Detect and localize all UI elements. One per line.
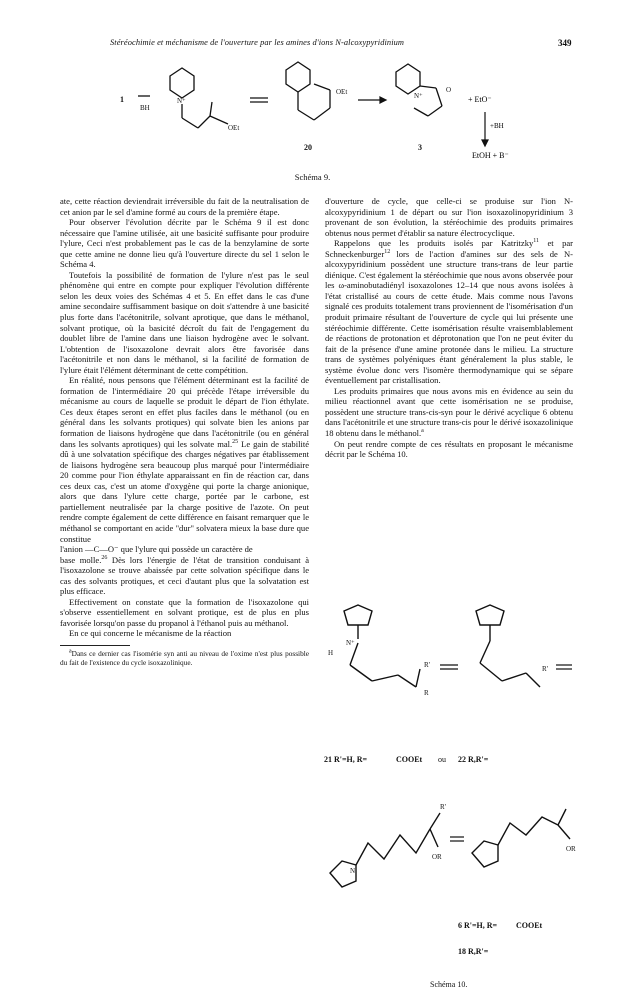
scheme10-dienamine-left [330,803,446,887]
n-left: N [350,867,356,875]
left-paragraph [60,555,309,597]
text-run: que l'ylure qui possède un caractère de [118,544,253,555]
label-ou: ou [438,755,446,764]
r-21: R [424,689,429,697]
n-plus-1: N⁺ [177,97,186,105]
anion-fragment: C—O⁻ [93,544,119,555]
h-21: H [328,649,334,657]
scheme10-structure-21b [476,605,548,687]
reference-mark: 26 [101,554,108,561]
text-run: l'anion — [60,544,94,555]
label-21-group: COOEt [396,755,423,764]
footnote-rule [60,645,130,646]
right-paragraph: d'ouverture de cycle, que celle-ci se produise sur l'ion N-alcoxypyridinium 1 de départ ou sur l'ion isoxazolinopyridinium 3 provenant de son évolution, la stéréochimie des produits primaires obtenus nous permet d'établir sa nature électrocyclique. [325,196,573,238]
equilibrium-arrow-10a [440,665,458,669]
running-header [0,38,625,52]
left-paragraph: Pour observer l'évolution décrite par le Schéma 9 il est donc nécessaire que l'amine utilisée, ait une basicité suffisante pour produire l'ylure, Ceci n'est probablement pas le cas de la benzylamine de sorte que cette amine ne donne lieu qu'à l'ouverture directe du sel 1 selon le Schéma 4. [60,217,309,270]
right-column [325,196,573,460]
label-6: 6 R'=H, R= [458,921,498,930]
rprime-left: R' [440,803,446,811]
running-title: Stéréochimie et méchanisme de l'ouverture par les amines d'ions N-alcoxypyridinium [110,38,405,47]
label-bh: BH [140,104,150,112]
footnote-text: Dans ce dernier cas l'isomérie syn anti au niveau de l'oxime n'est plus possible du fait de l'existence du cycle isoxazolinique. [60,648,309,667]
oet-1: OEt [228,124,240,132]
left-paragraph: Toutefois la possibilité de formation de l'ylure n'est pas le seul phénomène qui entre en compte pour expliquer l'évolution différente selon les deux voies des Schémas 4 et 5. En effet dans le cas d'une amine secondaire suffisamment basique on doit s'attendre à une basicité plus forte dans l'acétonitrile, solvant aprotique, que dans le méthanol, solvant protique, où la basicité décroît du fait de l'engagement du doublet libre de l'amine dans une liaison hydrogène avec le solvant. L'obtention de l'isoxazolone devrait alors être favorisée dans l'acétonitrile et non dans le méthanol, si la facilité de formation de l'ylure était l'élément déterminant de cette compétition. [60,269,309,375]
scheme10-structure-21 [328,605,430,697]
scheme-10-caption: Schéma 10. [430,980,468,989]
scheme-9-caption: Schéma 9. [294,172,331,182]
reference-mark: 12 [384,248,391,255]
scheme-10-figure [320,603,580,983]
text-run: lors de l'action d'amines sur des sels de N-alcoxypyridinium possèdent une structure trans-trans de leur partie diénique. C'est également la stéréochimie que nous avons observée pour les ω-aminobutadiényl isoxazolones 12–14 que nous avons isolées à l'état cristallisé au cours de cette étude. Mais comme nous l'avons signalé ces produits totalement trans proviennent de l'isomérisation d'un produit primaire résultant de l'ouverture de cycle qui lui présente une stéréochimie différente. Cette isomérisation résulte vraisemblablement de réactions de protonation et déprotonation que l'on ne peut éviter du fait de la présence d'une amine protonée dans le milieu. La structure trans de systèmes polyéniques étant généralement la plus stable, le système évolue donc vers l'isomère thermodynamique qui se sépare éventuellement par cristallisation. [325,248,573,386]
reference-mark: 25 [232,438,239,445]
rprime-21: R' [424,661,430,669]
label-6-group: COOEt [516,921,543,930]
text-run: base molle. [60,554,102,565]
label-1: 1 [120,95,124,104]
left-paragraph: Effectivement on constate que la formation de l'isoxazolone qui s'observe essentiellement en solvant protique, est de plus en plus favorisée lorsqu'on passe du propanol à l'éthanol puis au méthanol. [60,596,309,628]
etoh: EtOH + B⁻ [472,151,509,160]
text-run: Dès lors l'énergie de l'état de transition conduisant à l'isoxazolone se trouve abaissée par cette solvation spécifique dans le cas des solvants protiques, et ceci d'autant plus que la solvatation est plus efficace. [60,554,309,597]
left-paragraph: En ce qui concerne le mécanisme de la réaction [69,628,232,639]
reference-mark: a [421,428,424,435]
left-column [60,196,309,667]
n-plus-21: N⁺ [346,639,355,647]
text-run: En réalité, nous pensons que l'élément déterminant est la facilité de formation de l'intermédiaire 20 qui précède l'étape irréversible du mécanisme au cours de laquelle se produit le départ de l'ion éthylate. Ces deux étapes seront en effet plus faciles dans le méthanol (ou en général dans les solvants protiques) qui solvate bien les anions par formation de liaisons hydrogène que dans l'acétonitrile (ou en général dans les solvants aprotiques) qui les solvate mal. [60,375,309,449]
equilibrium-arrow-10c [450,837,464,841]
rprime-21b: R' [542,665,548,673]
anion-line [60,544,309,555]
scheme9-product [396,64,451,152]
text-run: Le gain de stabilité dû à une solvatation spécifique des charges négatives par établissement de liaisons hydrogène sera beaucoup plus marqué pour l'intermédiaire 20 comme pour l'ion éthylate apparaissant en fin de réaction car, dans ces deux cas, c'est un atome d'oxygène qui porte la charge anionique, alors que dans l'ylure cette charge, portée par le carbone, est partiellement neutralisée par la charge positive de l'azote. On peut rendre compte également de cette différence en faisant remarquer que le méthanol se comportant en acide "dur" solvatera mieux la base dure que constitue [60,438,309,544]
reference-mark: 11 [533,238,540,245]
n-plus-3: N⁺ [414,92,423,100]
ethoxide: + EtO⁻ [468,95,492,104]
text-run: Rappelons que les produits isolés par Katritzky [334,238,534,249]
reaction-arrow-9 [358,97,386,103]
scheme10-dienamine-right [472,809,576,867]
label-22: 22 R,R'= [458,755,489,764]
label-18: 18 R,R'= [458,947,489,956]
scheme-9-figure [100,58,570,186]
oet-2: OEt [336,88,348,96]
left-paragraph: ate, cette réaction deviendrait irréversible du fait de la neutralisation de cet anion par le sel d'amine formé au cours de la première étape. [60,196,309,217]
right-paragraph [325,238,573,386]
left-paragraph [60,375,309,544]
label-20: 20 [304,143,312,152]
plus-bh: +BH [490,122,504,130]
label-21: 21 R'=H, R= [324,755,368,764]
footnote-mark: a [69,648,72,655]
right-paragraph: On peut rendre compte de ces résultats en proposant le mécanisme décrit par le Schéma 10. [325,438,573,460]
right-paragraph [325,386,573,439]
page-number: 349 [558,38,572,48]
or-right: OR [566,845,576,853]
text-run: Les produits primaires que nous avons mis en évidence au sein du milieu réactionnel avant que cette isomérisation ne se produise, possèdent une structure trans-cis-syn pour le dérivé acyclique 6 obtenu dans l'acétonitrile et une structure trans-cis pour le dérivé isoxazolinique 18 obtenu dans le méthanol. [325,385,573,439]
equilibrium-arrow-9 [250,98,268,102]
or-left: OR [432,853,442,861]
scheme9-intermediate [286,62,347,152]
equilibrium-arrow-10b [556,665,572,669]
label-3: 3 [418,143,422,152]
o-ring: O [446,86,452,94]
scheme9-reactant [120,68,239,132]
footnote [60,649,309,667]
text-run: et par Schneckenburger [325,238,573,259]
